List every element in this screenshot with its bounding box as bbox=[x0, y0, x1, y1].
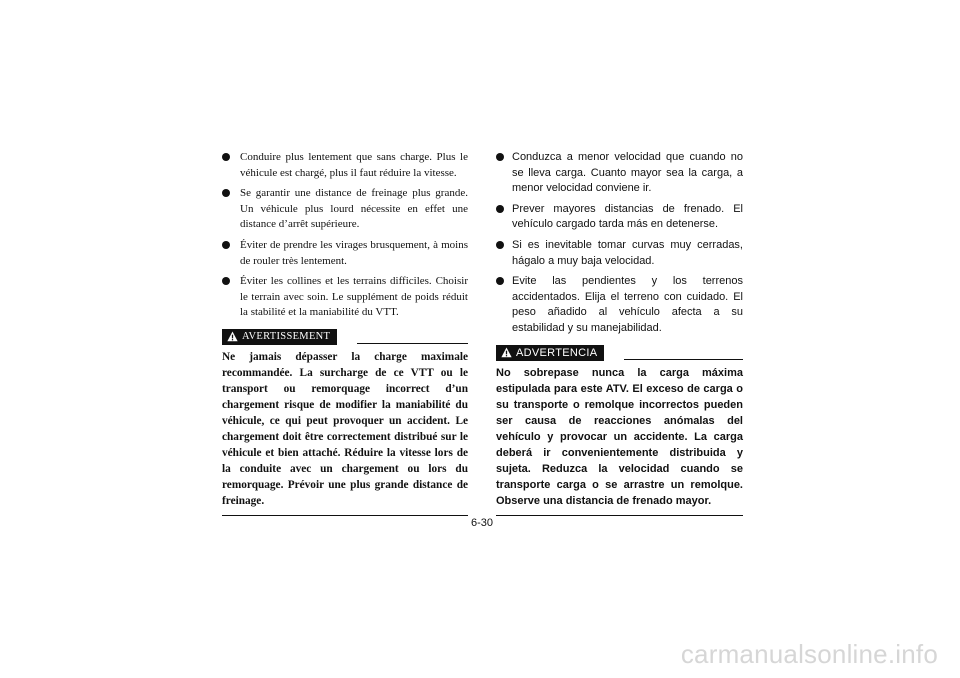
list-item bbox=[496, 202, 743, 233]
bullet-text: Conduire plus lentement que sans charge. Plus le véhicule est chargé, plus il faut réduire la vitesse. bbox=[240, 151, 468, 179]
divider bbox=[222, 515, 468, 516]
warning-header bbox=[222, 329, 468, 345]
divider bbox=[357, 343, 468, 344]
divider bbox=[496, 515, 743, 516]
list-item bbox=[496, 238, 743, 269]
list-item bbox=[222, 238, 468, 269]
warning-triangle-icon bbox=[501, 347, 512, 358]
warning-text: No sobrepase nunca la carga máxima estipulada para este ATV. El exceso de carga o su transporte o remolque incorrectos pueden ser causa de reacciones anómalas del vehículo y provocar un accidente. La carga deberá ir convenientemente distribuida y sujeta. Reduzca la velocidad cuando se transporte carga o se arrastre un remolque. Observe una distancia de frenado mayor. bbox=[496, 366, 743, 507]
list-item bbox=[496, 150, 743, 197]
divider bbox=[624, 359, 743, 360]
bullet-icon bbox=[222, 189, 230, 197]
bullet-icon bbox=[496, 277, 504, 285]
list-item bbox=[222, 150, 468, 181]
bullet-text: Si es inevitable tomar curvas muy cerradas, hágalo a muy baja velocidad. bbox=[512, 238, 743, 267]
bullet-icon bbox=[222, 153, 230, 161]
list-item bbox=[222, 274, 468, 321]
watermark: carmanualsonline.info bbox=[680, 639, 938, 669]
bullet-icon bbox=[222, 241, 230, 249]
bullet-text: Conduzca a menor velocidad que cuando no se lleva carga. Cuanto mayor sea la carga, a menor velocidad conviene ir. bbox=[512, 151, 743, 195]
bullet-text: Prever mayores distancias de frenado. El vehículo cargado tarda más en detenerse. bbox=[512, 202, 743, 231]
warning-label: ADVERTENCIA bbox=[516, 346, 598, 359]
warning-text: Ne jamais dépasser la charge maximale recommandée. La surcharge de ce VTT ou le transport ou remorquage incorrect d’un chargement risque de modifier la maniabilité du véhicule, ce qui peut provoquer un accident. Le chargement doit être correctement distribué sur le véhicule et bien attaché. Réduire la vitesse lors de la conduite avec un chargement ou lors du remorquage. Prévoir une plus grande distance de freinage. bbox=[222, 350, 468, 507]
list-item bbox=[496, 274, 743, 336]
warning-label: AVERTISSEMENT bbox=[242, 330, 331, 342]
warning-triangle-icon bbox=[227, 331, 238, 342]
warning-header bbox=[496, 345, 743, 361]
spanish-column bbox=[496, 150, 743, 516]
bullet-icon bbox=[496, 153, 504, 161]
french-column bbox=[222, 150, 468, 516]
bullet-icon bbox=[496, 241, 504, 249]
bullet-icon bbox=[222, 277, 230, 285]
bullet-text: Evite las pendientes y los terrenos accidentados. Elija el terreno con cuidado. El peso añadido al vehículo afecta a su estabilidad y su manejabilidad. bbox=[512, 275, 743, 334]
bullet-text: Se garantir une distance de freinage plus grande. Un véhicule plus lourd nécessite en effet une distance d’arrêt supérieure. bbox=[240, 187, 468, 231]
page-number: 6-30 bbox=[471, 517, 494, 529]
list-item bbox=[222, 186, 468, 233]
bullet-text: Éviter les collines et les terrains difficiles. Choisir le terrain avec soin. Le supplément de poids réduit la stabilité et la maniabilité du VTT. bbox=[240, 275, 468, 319]
bullet-icon bbox=[496, 205, 504, 213]
bullet-text: Éviter de prendre les virages brusquement, à moins de rouler très lentement. bbox=[240, 238, 468, 267]
warning-badge bbox=[222, 329, 337, 345]
warning-badge bbox=[496, 345, 604, 361]
